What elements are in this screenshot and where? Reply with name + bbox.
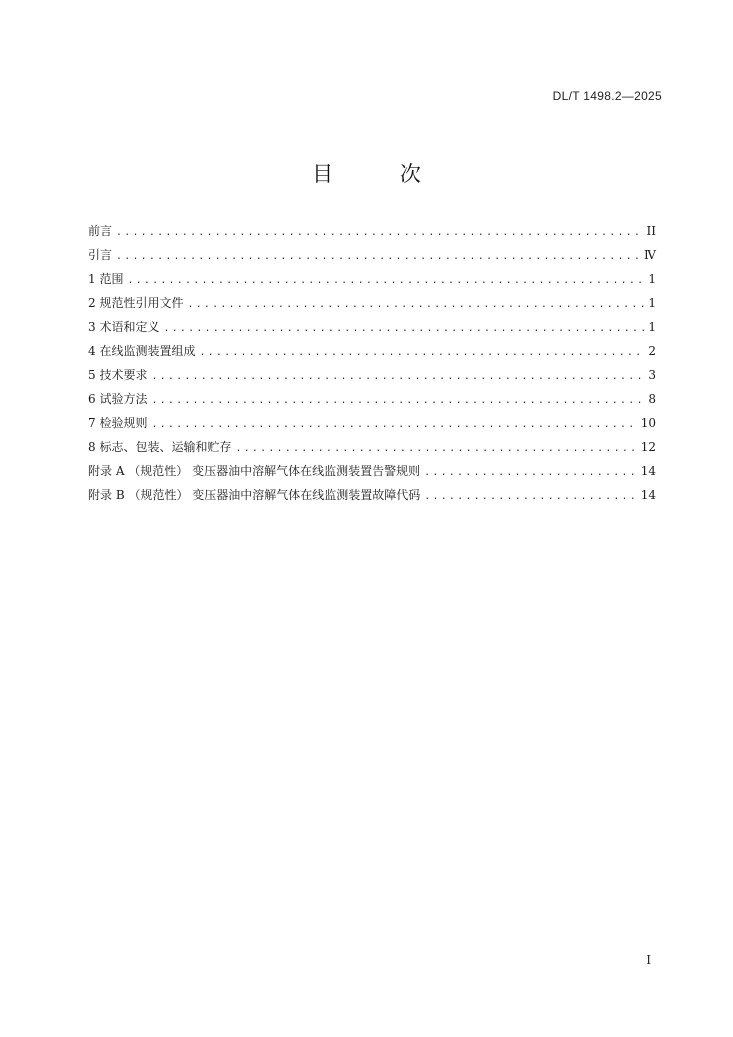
- toc-dot-leader: [151, 365, 644, 389]
- toc-entry-label[interactable]: 5 技术要求: [88, 368, 148, 382]
- toc-entry-page: 10: [640, 416, 656, 430]
- toc-entry-page: 1: [648, 320, 656, 334]
- toc-entry-label[interactable]: 4 在线监测装置组成: [88, 344, 196, 358]
- toc-dot-leader: [116, 245, 640, 269]
- toc-entry-page: 3: [648, 368, 656, 382]
- toc-entry-label[interactable]: 6 试验方法: [88, 392, 148, 406]
- toc-entry-scope[interactable]: [88, 267, 656, 291]
- toc-entry-page: 2: [648, 344, 656, 358]
- toc-dot-leader: [151, 413, 636, 437]
- toc-title: 目 次: [312, 162, 451, 186]
- toc-entry-terms-definitions[interactable]: [88, 315, 656, 339]
- toc-entry-label[interactable]: 8 标志、包装、运输和贮存: [88, 440, 232, 454]
- toc-entry-annex-a[interactable]: [88, 459, 656, 483]
- toc-entry-label[interactable]: 7 检验规则: [88, 416, 148, 430]
- toc-entry-label[interactable]: 前言: [88, 224, 113, 238]
- toc-entry-page: 1: [648, 296, 656, 310]
- toc-entry-label[interactable]: 1 范围: [88, 272, 124, 286]
- document-code: DL/T 1498.2—2025: [552, 89, 662, 103]
- toc-dot-leader: [116, 221, 643, 245]
- toc-entry-marking-packaging[interactable]: [88, 435, 656, 459]
- toc-dot-leader: [424, 461, 637, 485]
- toc-entry-label[interactable]: 附录 A （规范性） 变压器油中溶解气体在线监测装置告警规则: [88, 464, 421, 478]
- toc-entry-device-composition[interactable]: [88, 339, 656, 363]
- toc-entry-page: 12: [640, 440, 656, 454]
- toc-dot-leader: [187, 293, 644, 317]
- toc-entry-label[interactable]: 附录 B （规范性） 变压器油中溶解气体在线监测装置故障代码: [88, 488, 421, 502]
- page-number: I: [646, 953, 651, 967]
- toc-entry-foreword[interactable]: [88, 219, 656, 243]
- toc-dot-leader: [163, 317, 644, 341]
- toc-entry-label[interactable]: 引言: [88, 248, 113, 262]
- toc-dot-leader: [235, 437, 636, 461]
- toc-entry-page: 14: [640, 464, 656, 478]
- toc-entry-test-methods[interactable]: [88, 387, 656, 411]
- toc-entry-introduction[interactable]: [88, 243, 656, 267]
- toc-entry-normative-references[interactable]: [88, 291, 656, 315]
- toc-entry-technical-requirements[interactable]: [88, 363, 656, 387]
- toc-entry-label[interactable]: 2 规范性引用文件: [88, 296, 184, 310]
- toc-dot-leader: [424, 485, 636, 509]
- toc-dot-leader: [151, 389, 644, 413]
- toc-entry-inspection-rules[interactable]: [88, 411, 656, 435]
- toc-entry-annex-b[interactable]: [88, 483, 656, 507]
- toc-dot-leader: [199, 341, 644, 365]
- toc-entry-page: Ⅳ: [644, 248, 656, 262]
- toc-entry-label[interactable]: 3 术语和定义: [88, 320, 160, 334]
- toc-entry-page: II: [646, 224, 656, 238]
- toc-dot-leader: [127, 269, 644, 293]
- toc-entry-page: 1: [648, 272, 656, 286]
- table-of-contents: [88, 219, 656, 507]
- toc-entry-page: 14: [640, 488, 656, 502]
- toc-entry-page: 8: [648, 392, 656, 406]
